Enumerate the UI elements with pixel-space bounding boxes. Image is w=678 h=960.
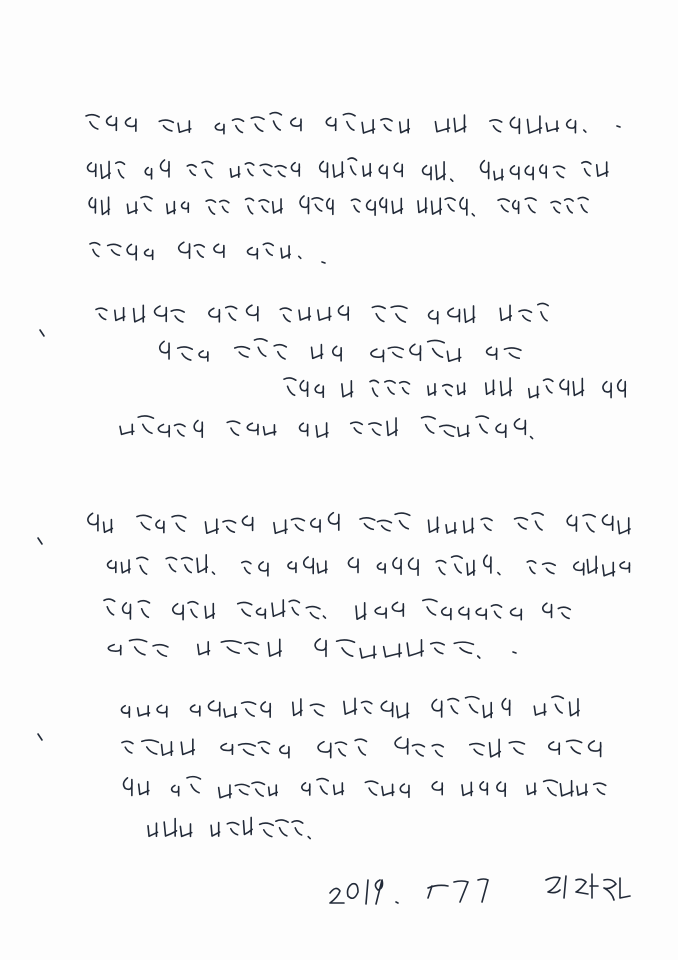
margin-tick-2 xyxy=(38,538,42,544)
handwritten-line-p2-l1 xyxy=(96,303,548,323)
handwriting-lines xyxy=(86,113,630,839)
handwritten-line-p1-l4 xyxy=(90,242,301,260)
margin-tick-1 xyxy=(40,330,44,336)
handwritten-line-p2-l3 xyxy=(284,378,625,398)
handwritten-line-p3-l1 xyxy=(88,513,630,534)
handwritten-line-p4-l3 xyxy=(124,777,606,798)
handwritten-line-p1-l2 xyxy=(88,158,608,181)
date-handwriting xyxy=(330,879,488,904)
period-mark-2 xyxy=(322,262,325,263)
period-mark-1 xyxy=(617,126,620,127)
handwritten-line-p3-l2 xyxy=(108,555,630,576)
handwritten-line-p2-l2 xyxy=(160,339,521,362)
signature-handwriting xyxy=(546,874,630,900)
handwritten-line-p4-l2 xyxy=(122,737,601,758)
handwritten-line-p3-l3 xyxy=(104,599,570,620)
margin-tick-3 xyxy=(38,734,42,740)
handwritten-line-p2-l4 xyxy=(120,416,533,439)
handwritten-line-p1-l1 xyxy=(86,113,586,134)
handwritten-line-p3-l4 xyxy=(108,639,479,658)
handwritten-line-p4-l1 xyxy=(121,696,579,718)
handwritten-line-p1-l3 xyxy=(89,196,588,216)
handwritten-line-p4-l4 xyxy=(148,817,310,838)
period-mark-3 xyxy=(513,652,516,653)
